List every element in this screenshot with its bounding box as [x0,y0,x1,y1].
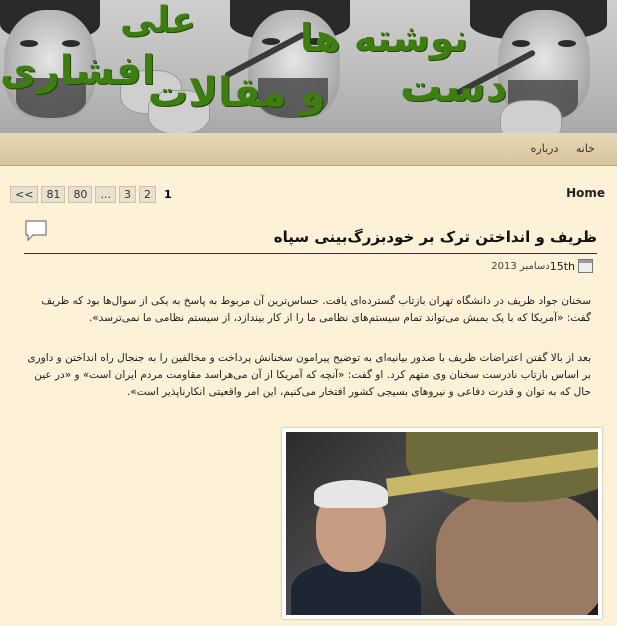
post-paragraph: بعد از بالا گفتن اعتراضات ظریف با صدور بیانیه‌ای به توضیح پیرامون سخنانش پرداخت و مخالفین را به جنجال راه انداختن و داوری بر اساس بازتاب نادرست سخنان وی متهم کرد. او گفت: «آنچه که آمریکا از آن می‌هراسد مقاومت مردم ایران است» و «در عین حال که به توان و قدرت دفاعی و نیروهای بسیجی کشور افتخار می‌کنیم، این امر واقعیتی انکارناپذیر است». [27,352,591,398]
site-title-word: و مقالات [148,70,326,116]
page-link[interactable]: 80 [68,186,92,203]
site-title-word: دست [400,62,508,111]
comment-icon[interactable] [24,219,48,241]
post-image[interactable] [282,428,602,619]
site-title-word: نوشته ها [300,16,468,60]
nav-item-home[interactable]: خانه [575,142,595,155]
calendar-icon [578,259,593,273]
post-date [491,259,597,273]
post-date-rest: دسامبر 2013 [491,260,550,272]
page-ellipsis: ... [95,186,116,203]
page-current: 1 [159,186,177,203]
post-title[interactable]: ظریف و انداختن ترک بر خودبزرگ‌بینی سپاه [273,228,597,246]
nav-menu [517,142,595,155]
post-paragraph: سخنان جواد ظریف در دانشگاه تهران بازتاب گسترده‌ای یافت. حساس‌ترین آن مربوط به پاسخ به یکی از سوال‌ها بود که ظریف گفت: «آمریکا که با یک بمبش می‌تواند تمام سیستم‌های نظامی ما را از کار بیندازد، از سیستم نظامی ما نمی‌ترسد». [41,295,591,324]
pagination [10,186,177,203]
page-first-button[interactable]: << [10,186,38,203]
site-title[interactable] [0,0,617,133]
nav-bar [0,133,617,166]
page-link[interactable]: 2 [139,186,156,203]
nav-item-about[interactable]: درباره [530,142,559,155]
page-link[interactable]: 81 [41,186,65,203]
page-link[interactable]: 3 [119,186,136,203]
site-title-word: افشاری [0,48,156,94]
site-title-word: علی [120,0,196,41]
header-banner [0,0,617,133]
post-date-day: 15th [549,259,575,273]
breadcrumb-home[interactable]: Home [566,186,605,200]
title-divider [24,253,597,254]
